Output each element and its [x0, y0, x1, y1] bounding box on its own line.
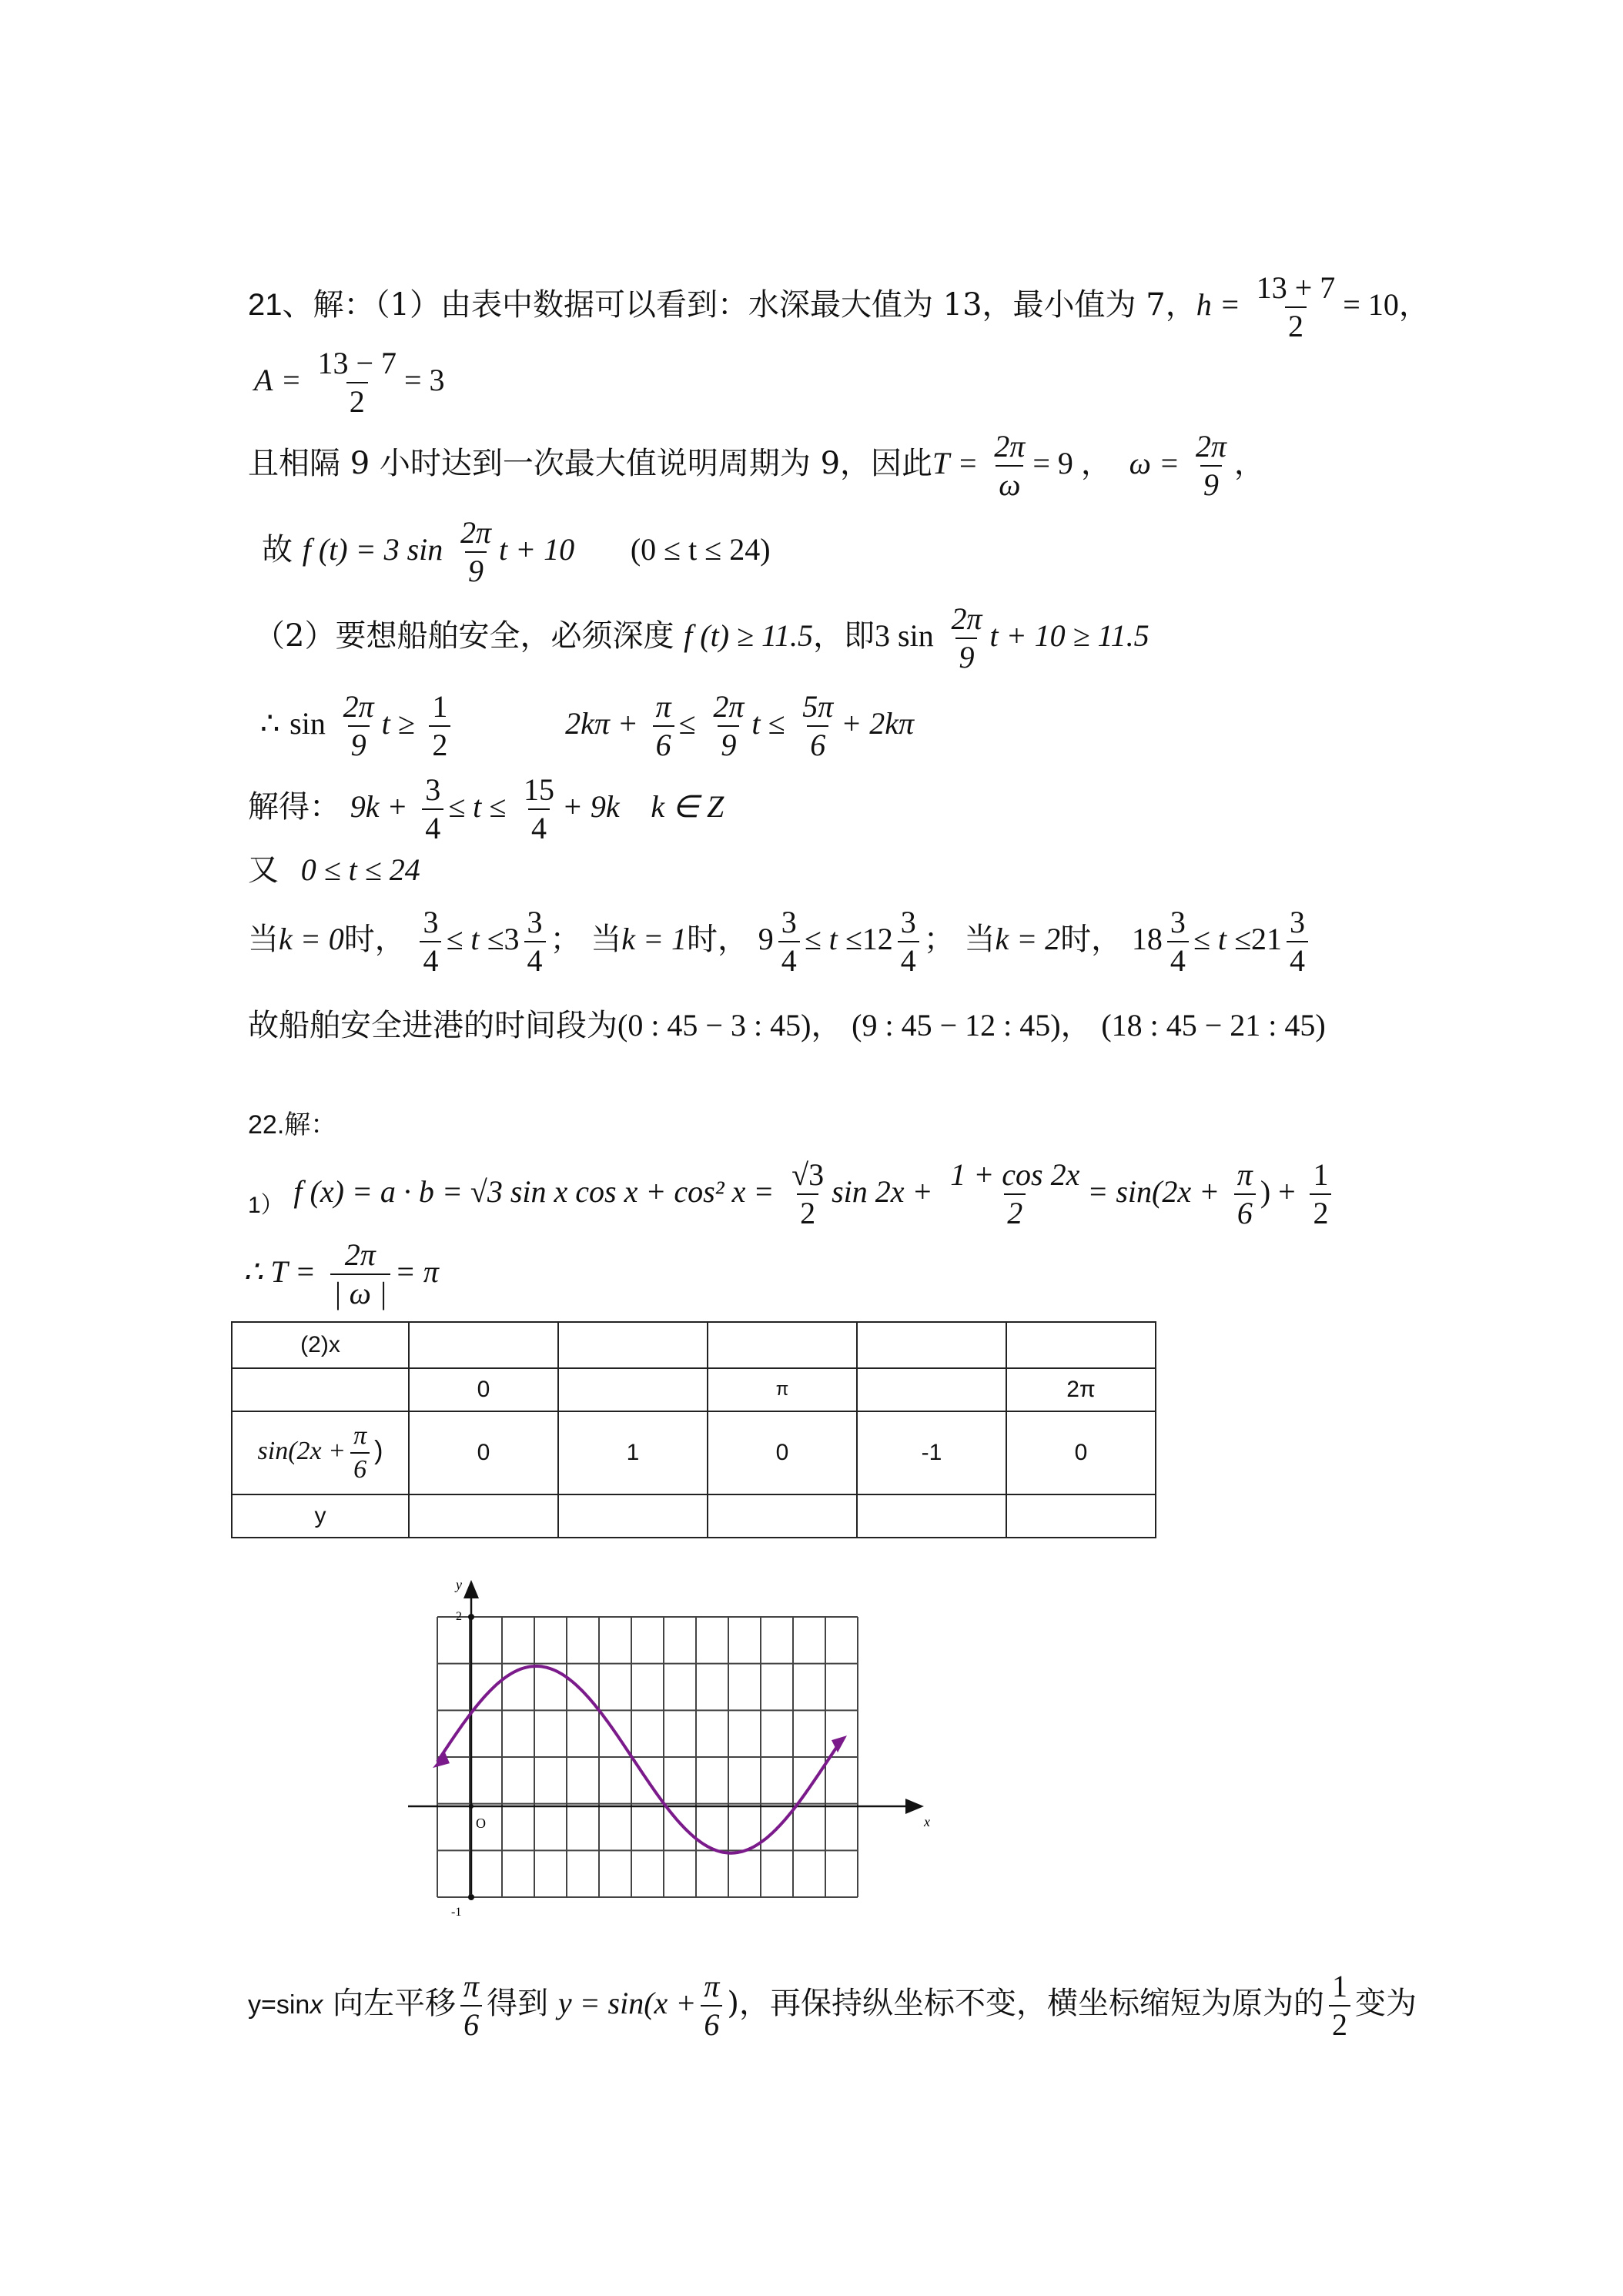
3-4-fraction: $\frac{3}{4}$ [422, 775, 443, 844]
table-row-label-y: y [232, 1494, 409, 1538]
y-tick-top-dot [468, 1614, 474, 1620]
f-expr-b: t + 10 [499, 532, 575, 567]
table-cell [232, 1368, 409, 1411]
var-T: T [932, 446, 950, 480]
table-row-label-sin [232, 1411, 409, 1494]
T-fraction: $\frac{2\pi}{\omega}$ [994, 429, 1026, 502]
pi6-fraction: $\frac{\pi}{6}$ [1234, 1160, 1256, 1229]
h-result: = 10， [1343, 287, 1430, 322]
semicolon: ； [550, 922, 581, 957]
plus-2kpi: + 2kπ [841, 706, 915, 741]
value-table [231, 1321, 1156, 1538]
comma: ， [1060, 1008, 1092, 1043]
table-cell [409, 1322, 558, 1368]
f-expr-a: f (t) = 3 sin [302, 532, 443, 567]
shi: 时， [686, 922, 748, 957]
eq-sign: = [1160, 446, 1179, 480]
q21-conclusion [248, 1010, 1326, 1041]
eq-sign: = [959, 446, 977, 480]
pi6-fraction: $\frac{\pi}{6}$ [460, 1971, 482, 2040]
q21-line-2 [254, 348, 445, 417]
f-c: = sin(2x + [1087, 1174, 1220, 1209]
3-4-fraction: $\frac{3}{4}$ [778, 907, 800, 976]
table-cell: 1 [558, 1411, 708, 1494]
var-A: A [254, 363, 273, 397]
sqrt3-2-fraction: $\frac{√3}{2}$ [791, 1157, 825, 1230]
5pi6-fraction: $\frac{5\pi}{6}$ [802, 689, 834, 762]
pi6-fraction: $\frac{\pi}{6}$ [701, 1971, 722, 2040]
table-cell [409, 1494, 558, 1538]
table-cell [857, 1322, 1006, 1368]
p2-ineq-b: t + 10 ≥ 11.5 [989, 618, 1149, 653]
T-result: = 9 ， [1032, 446, 1112, 480]
bottom-e: )，再保持纵坐标不变，横坐标缩短为原为的 [727, 1986, 1324, 2021]
table-cell [1006, 1322, 1156, 1368]
k1: k = 1 [621, 922, 687, 956]
k2: k = 2 [995, 922, 1061, 956]
again-expr: 0 ≤ t ≤ 24 [300, 852, 420, 887]
sine-curve [437, 1666, 839, 1853]
t-le: ≤ t ≤ [1193, 922, 1251, 956]
q21-line-3 [248, 431, 1265, 500]
q22-label: 22.解： [248, 1110, 337, 1140]
solve-label: 解得： [248, 789, 340, 825]
3-4-fraction: $\frac{3}{4}$ [898, 907, 919, 976]
eq-sign: = [283, 363, 300, 397]
semicolon: ； [923, 922, 955, 957]
period-text: 且相隔 9 小时达到一次最大值说明周期为 9，因此 [248, 446, 933, 481]
y-tick-bottom-dot [468, 1894, 474, 1900]
bottom-b: 向左平移 [333, 1986, 457, 2021]
whole-9: 9 [758, 922, 774, 956]
when: 当 [964, 922, 996, 957]
q22-line-2 [243, 1237, 439, 1310]
table-row [232, 1411, 1156, 1494]
table-cell: 2π [1006, 1368, 1156, 1411]
t-le: ≤ t ≤ [804, 922, 862, 956]
table-cell: 0 [1006, 1411, 1156, 1494]
15-4-fraction: $\frac{15}{4}$ [523, 772, 554, 845]
q21-line-1 [248, 270, 1430, 343]
table-cell [1006, 1494, 1156, 1538]
y-axis-label: y [456, 1577, 462, 1592]
T-fraction: $\frac{2\pi}{| \omega |}$ [330, 1240, 390, 1309]
table-cell: -1 [857, 1411, 1006, 1494]
table-cell: 0 [409, 1411, 558, 1494]
3-4-fraction: $\frac{3}{4}$ [420, 907, 441, 976]
x-axis-arrow [905, 1799, 924, 1814]
table-cell [558, 1494, 708, 1538]
2pi9-fraction: $\frac{2\pi}{9}$ [713, 689, 745, 762]
q21-p1-intro: （1）由表中数据可以看到：水深最大值为 13，最小值为 7， [374, 287, 1196, 323]
table-row [232, 1368, 1156, 1411]
table-row [232, 1494, 1156, 1538]
t-le: ≤ t ≤ [446, 922, 504, 956]
y-tick-bottom: -1 [451, 1906, 462, 1919]
table-cell [708, 1494, 857, 1538]
bottom-c: 得到 [487, 1986, 549, 2021]
q22-line-1 [248, 1157, 1336, 1230]
kZ: k ∈ Z [651, 789, 724, 824]
grid-lines [437, 1617, 858, 1897]
A-fraction: $\frac{13 - 7}{2}$ [317, 346, 397, 419]
sin-label-b: ) [374, 1435, 383, 1465]
3-4-fraction: $\frac{3}{4}$ [1167, 907, 1189, 976]
q21-label: 21、 [248, 288, 313, 322]
p2-coef: 3 sin [875, 618, 934, 653]
p2-intro: （2）要想船舶安全，必须深度 [254, 618, 674, 654]
whole-12: 12 [862, 922, 893, 956]
conclusion-text: 故船舶安全进港的时间段为 [248, 1008, 617, 1043]
table-cell: 0 [708, 1411, 857, 1494]
var-h: h [1196, 287, 1212, 322]
sin-label-a: sin(2x + [257, 1436, 346, 1465]
f-b: sin 2x + [832, 1174, 933, 1209]
q21-sol: 解： [313, 287, 375, 323]
3-4-fraction: $\frac{3}{4}$ [1287, 907, 1308, 976]
sine-graph [385, 1571, 939, 1925]
table-cell [558, 1368, 708, 1411]
bottom-x: x [310, 1990, 323, 2020]
x-axis-label: x [924, 1814, 930, 1829]
when: 当 [591, 922, 622, 957]
q22-bottom-line [248, 1971, 1417, 2040]
q21-line-7 [248, 772, 724, 845]
y-axis-arrow [463, 1580, 479, 1598]
half-fraction: $\frac{1}{2}$ [429, 691, 450, 761]
bottom-f: 变为 [1354, 1986, 1417, 2021]
eq-sign: = [1221, 287, 1240, 322]
origin-label: O [476, 1816, 486, 1831]
q21-line-9 [248, 907, 1313, 976]
f-prefix: 故 [262, 532, 293, 567]
omega-fraction: $\frac{2\pi}{9}$ [1195, 429, 1226, 502]
bottom-a: y=sin [248, 1990, 310, 2020]
p2-ji: ，即 [813, 618, 875, 654]
f-d: ) + [1260, 1174, 1296, 1209]
solve-a: 9k + [350, 789, 408, 824]
comma: ， [1233, 446, 1265, 481]
sin: sin [289, 706, 326, 741]
t-le: t ≤ [751, 706, 785, 741]
table-cell [558, 1322, 708, 1368]
kpi-a: 2kπ + [565, 706, 638, 741]
when: 当 [248, 922, 279, 957]
again-label: 又 [248, 852, 279, 888]
var-omega: ω [1121, 446, 1151, 480]
f-a: f (x) = a · b = √3 sin x cos x + cos² x = [293, 1174, 775, 1209]
A-result: = 3 [404, 363, 445, 397]
f-domain: (0 ≤ t ≤ 24) [630, 532, 771, 567]
T-b: = π [394, 1254, 439, 1289]
table-cell: 0 [409, 1368, 558, 1411]
bottom-d: y = sin(x + [557, 1986, 697, 2020]
interval-3: (18 : 45 − 21 : 45) [1101, 1008, 1326, 1043]
shi: 时， [1060, 922, 1123, 957]
p2-fraction: $\frac{2\pi}{9}$ [951, 601, 982, 674]
solve-b: + 9k [561, 789, 620, 824]
half-fraction: $\frac{1}{2}$ [1329, 1971, 1350, 2040]
h-fraction: $\frac{13 + 7}{2}$ [1256, 270, 1336, 343]
table-cell [708, 1322, 857, 1368]
whole-3: 3 [504, 922, 520, 956]
q21-line-6 [260, 691, 914, 761]
half-fraction: $\frac{1}{2}$ [1310, 1160, 1331, 1229]
table-row [232, 1322, 1156, 1368]
part1-label: 1） [248, 1193, 284, 1218]
therefore: ∴ [260, 706, 280, 741]
p2-cond: f (t) ≥ 11.5 [684, 618, 814, 653]
table-header-x: (2)x [232, 1322, 409, 1368]
table-cell [857, 1494, 1006, 1538]
pi6-fraction: $\frac{\pi}{6}$ [653, 691, 674, 761]
interval-1: (0 : 45 − 3 : 45) [617, 1008, 812, 1043]
interval-2: (9 : 45 − 12 : 45) [852, 1008, 1061, 1043]
q21-line-4 [262, 517, 771, 587]
T-a: ∴ T = [243, 1254, 316, 1289]
whole-18: 18 [1131, 922, 1163, 956]
pi6-fraction: $\frac{\pi}{6}$ [350, 1423, 370, 1483]
origin-dot [469, 1804, 474, 1809]
table-cell: π [708, 1368, 857, 1411]
3-4-fraction: $\frac{3}{4}$ [524, 907, 546, 976]
comma: ， [811, 1008, 842, 1043]
q21-line-5 [254, 601, 1149, 674]
ineq-fraction: $\frac{2\pi}{9}$ [343, 689, 374, 762]
le: ≤ [678, 706, 696, 741]
f-fraction: $\frac{2\pi}{9}$ [460, 515, 492, 588]
ineq-ge: t ≥ [381, 706, 415, 741]
k0: k = 0 [279, 922, 344, 956]
table-cell [857, 1368, 1006, 1411]
y-tick-top: 2 [456, 1610, 462, 1623]
whole-21: 21 [1250, 922, 1282, 956]
t-le: ≤ t ≤ [448, 789, 507, 824]
onecos-fraction: $\frac{1 + \cos 2x}{2}$ [950, 1157, 1080, 1230]
shi: 时， [343, 922, 406, 957]
q21-line-8 [248, 852, 420, 888]
